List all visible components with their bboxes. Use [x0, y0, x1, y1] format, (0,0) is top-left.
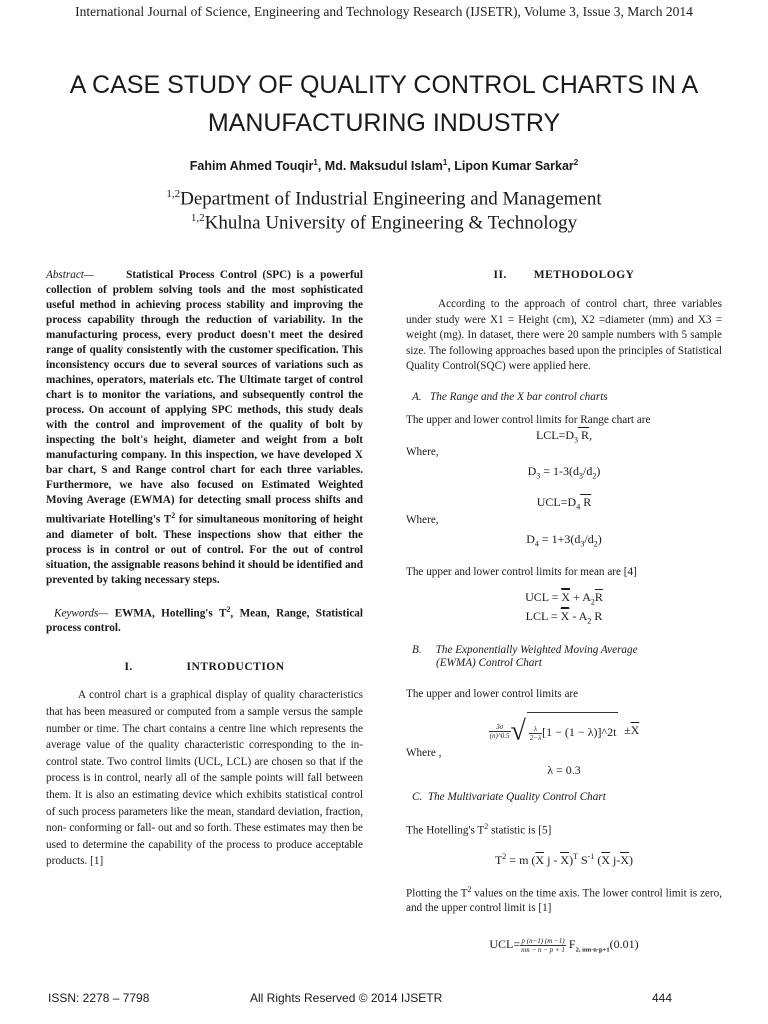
- d4-close: ): [597, 531, 602, 546]
- ewma-frac-2-den: 2−λ: [529, 733, 542, 742]
- footer-page-number: 444: [652, 991, 673, 1005]
- abstract-label: Abstract—: [46, 269, 94, 281]
- t2-b: = m (: [506, 852, 536, 867]
- author-3: Lipon Kumar Sarkar: [454, 159, 574, 174]
- t2-x1: $\overline{X}$: [535, 852, 545, 867]
- ewma-where: Where ,: [406, 746, 442, 759]
- lambda-eq: λ = 0.3: [547, 762, 581, 777]
- abstract: [46, 268, 363, 588]
- affiliation-1-sup: 1,2: [166, 188, 181, 200]
- hotelling-intro-sup: 2: [484, 821, 489, 831]
- title-line-1: A CASE STUDY OF QUALITY CONTROL CHARTS IN A: [69, 71, 699, 99]
- lcl-mean-b: - A: [569, 609, 588, 624]
- ucl-mean-a: UCL =: [525, 590, 562, 605]
- keywords-text: EWMA, Hotelling's T: [108, 607, 227, 620]
- subsection-c-title: The Multivariate Quality Control Chart: [427, 790, 606, 803]
- subsection-a-letter: A.: [412, 390, 422, 403]
- affiliation-1-text: Department of Industrial Engineering and Management: [180, 188, 602, 210]
- section-1-body: A control chart is a graphical display of quality characteristics that has been measured or computed from a sample versus the sample number or time. The chart contains a centre line which represents the average value of the quality characteristic corresponding to the in-control state. Two control limits (UCL, LCL) are chosen so that if the process is in control, nearly all of the sample points will fall between them. It is also an estimating device which exhibits statistical control of such process parameters like the mean, standard deviation, fraction, non- conforming or fall- out and so forth. These estimates may then be used to determine the capability of the process to produce acceptable products. [1]: [46, 689, 363, 868]
- ucl-mean-r: $\overline{R}$: [594, 590, 603, 605]
- lcl-range-a: LCL=D: [535, 427, 575, 442]
- t2-a: T: [494, 852, 503, 867]
- authors: [0, 158, 768, 173]
- lcl-mean-a: LCL =: [525, 609, 561, 624]
- t2-eq: [406, 849, 722, 868]
- hotelling-intro-end: statistic is [5]: [488, 824, 552, 837]
- ewma-frac-1-den: (n)^0.5: [489, 731, 510, 740]
- ucl-hotelling-fsub: 2, nm-n-p+1: [575, 946, 610, 954]
- t2-c: j -: [544, 852, 561, 867]
- lcl-range-r: R: [578, 427, 590, 442]
- t2-d: ): [569, 852, 574, 867]
- section-1-title: INTRODUCTION: [186, 661, 285, 674]
- ucl-range-sub: 4: [576, 502, 581, 512]
- lcl-mean-eq: [406, 609, 722, 628]
- t2-sup: 2: [502, 851, 507, 861]
- ucl-hotelling-end: (0.01): [609, 937, 639, 952]
- section-1-num: I.: [124, 661, 133, 674]
- ewma-frac-2: [529, 725, 542, 742]
- sqrt-icon: √: [510, 715, 526, 747]
- t2-x2: $\overline{X}$: [560, 852, 570, 867]
- section-2-body: According to the approach of control chart, three variables under study were X1 = Height (cm), X2 =diameter (mm) and X3 = weight (mg). In dataset, there were 20 sample numbers with 5 sample size. The following approaches based upon the principles of Statistical Quality Control(SQC) were applied here.: [406, 298, 722, 372]
- subsection-b-title-2: (EWMA) Control Chart: [436, 656, 542, 669]
- mean-intro: The upper and lower control limits for mean are [4]: [406, 566, 637, 579]
- plotting-sup: 2: [467, 884, 472, 894]
- ucl-hotelling-eq: [406, 930, 722, 958]
- author-1-sup: 1: [313, 158, 318, 167]
- subsection-c-heading: [406, 790, 722, 805]
- range-intro: The upper and lower control limits for Range chart are: [406, 413, 651, 426]
- t2-sup2: T: [573, 851, 578, 861]
- keywords-sup: 2: [226, 604, 231, 614]
- ucl-hotelling-frac: [520, 937, 566, 954]
- ucl-mean-x: $\overline{X}$: [561, 590, 571, 605]
- d3-s3: 3: [579, 471, 584, 481]
- t2-sup3: -1: [587, 851, 595, 861]
- keywords-text-end: , Mean, Range, Statistical process control.: [46, 607, 363, 635]
- section-2-num: II.: [493, 269, 507, 281]
- plotting-a: Plotting the T: [406, 887, 468, 900]
- t2-x4: $\overline{X}$: [620, 852, 630, 867]
- author-sep-1: ,: [317, 159, 325, 174]
- lcl-mean-r: R: [591, 609, 603, 624]
- author-3-sup: 2: [573, 158, 579, 167]
- affiliation-2-sup: 1,2: [190, 212, 205, 224]
- footer-rights: All Rights Reserved © 2014 IJSETR: [250, 991, 443, 1005]
- abstract-text-end: for simultaneous monitoring of height and diameter of bolt. These inspections show that either the process is in control or out of control. For the out of control situation, the assignable reasons behind it should be identified and prevented by taking necessary steps.: [46, 513, 363, 586]
- ewma-bracket: [1 − (1 − λ)]^2t: [542, 724, 617, 739]
- abstract-text: Statistical Process Control (SPC) is a powerful collection of problem solving tools and the most sophisticated useful method in achieving process stability and improving the process capability through the reduction of variability. In the manufacturing process, every product doesn't meet the desired range of quality consistently with the customer specification. This inconsistency occurs due to several sources of variations such as machines, operators, materials etc. The Ultimate target of control chart is to monitor the variations, and subsequently control the process. On account of applying SPC methods, this study deals with the control and improvement of the quality of bolt by inspecting the bolt's height, diameter and weight from a bolt manufacturing company. In this inspection, we have developed X bar chart, S and Range control chart for each three variables. Furthermore, we have also focused on Estimated Weighted Moving Average (EWMA) for detecting small process shifts and multivariate Hotelling's T: [46, 269, 363, 526]
- d4-eq: [406, 532, 722, 551]
- where-2: Where,: [406, 513, 439, 526]
- d4-a: D: [526, 531, 535, 546]
- journal-header: International Journal of Science, Engineering and Technology Research (IJSETR), Volume 3, Issue 3, March 2014: [75, 4, 693, 19]
- author-sep-2: ,: [447, 159, 455, 174]
- lcl-mean-sub: 2: [587, 616, 592, 626]
- subsection-b-letter: B.: [412, 643, 422, 656]
- d3-slash: /d: [583, 463, 593, 478]
- ucl-range-r: R: [580, 495, 592, 510]
- t2-g: j-: [610, 852, 621, 867]
- right-column: [406, 268, 722, 958]
- ucl-range-a: UCL=D: [536, 495, 577, 510]
- d4-b: = 1+3(d: [538, 531, 581, 546]
- t2-h: ): [629, 852, 634, 867]
- section-2-heading: [406, 268, 722, 283]
- ucl-mean-b: + A: [570, 590, 591, 605]
- d3-a: D: [527, 463, 537, 478]
- ucl-hotelling-f: F: [565, 937, 576, 952]
- left-column: [46, 268, 363, 870]
- lcl-range-sub: 3: [574, 434, 579, 444]
- section-1-heading: [46, 660, 363, 675]
- ewma-formula: [406, 712, 722, 748]
- ewma-sqrt: [527, 712, 619, 751]
- ucl-hotelling-den: nm − n − p + 1: [521, 946, 565, 955]
- ucl-hotelling-a: UCL=: [489, 937, 521, 952]
- keywords-label: Keywords—: [54, 607, 109, 620]
- d3-close: ): [596, 463, 601, 478]
- title-line-2: MANUFACTURING INDUSTRY: [207, 109, 561, 137]
- d4-s3: 3: [580, 539, 585, 549]
- subsection-a-title: The Range and the X bar control charts: [430, 390, 608, 403]
- ewma-frac-1-num: 3σ: [489, 723, 511, 732]
- hotelling-intro-a: The Hotelling's T: [406, 824, 485, 837]
- d3-s2: 2: [592, 471, 597, 481]
- where-1: Where,: [406, 445, 439, 458]
- lcl-mean-x: $\overline{X}$: [560, 609, 570, 624]
- section-2-title: METHODOLOGY: [533, 269, 635, 281]
- d4-slash: /d: [584, 531, 594, 546]
- plotting-text: [406, 882, 722, 917]
- keywords: [46, 602, 363, 637]
- ucl-mean-sub: 2: [590, 597, 595, 607]
- author-2: Md. Maksudul Islam: [324, 159, 443, 174]
- subsection-b-title-1: The Exponentially Weighted Moving Average: [435, 643, 638, 656]
- hotelling-intro: [406, 819, 722, 839]
- ewma-frac-2-num: λ: [529, 725, 542, 734]
- ewma-frac-1: [489, 723, 511, 740]
- t2-f: (: [594, 852, 602, 867]
- subsection-c-letter: C.: [412, 790, 423, 803]
- footer-issn: ISSN: 2278 – 7798: [48, 991, 150, 1005]
- d3-sub: 3: [536, 471, 541, 481]
- ewma-xbar: $\overline{X}$: [630, 722, 640, 737]
- ewma-pm: ±: [624, 722, 631, 737]
- plotting-b: values on the time axis. The lower control limit is zero, and the upper control limit is [1]: [406, 887, 722, 915]
- d4-s2: 2: [593, 539, 598, 549]
- t2-e: S: [577, 852, 588, 867]
- d4-sub: 4: [534, 539, 539, 549]
- affiliation-2-text: Khulna University of Engineering & Technology: [204, 212, 578, 234]
- d3-b: = 1-3(d: [540, 463, 580, 478]
- affiliation-1: [0, 188, 768, 210]
- affiliation-2: [0, 212, 768, 234]
- paper-title: [40, 66, 728, 142]
- t2-x3: $\overline{X}$: [601, 852, 611, 867]
- ucl-hotelling-num: p (n−1) (m −1): [521, 937, 565, 946]
- author-2-sup: 1: [442, 158, 448, 167]
- ewma-intro: The upper and lower control limits are: [406, 687, 579, 700]
- subsection-a-heading: [406, 390, 722, 405]
- lcl-range-end: ,: [589, 427, 593, 442]
- d3-eq: [406, 464, 722, 483]
- author-1: Fahim Ahmed Touqir: [189, 159, 314, 174]
- abstract-sup: 2: [171, 511, 176, 520]
